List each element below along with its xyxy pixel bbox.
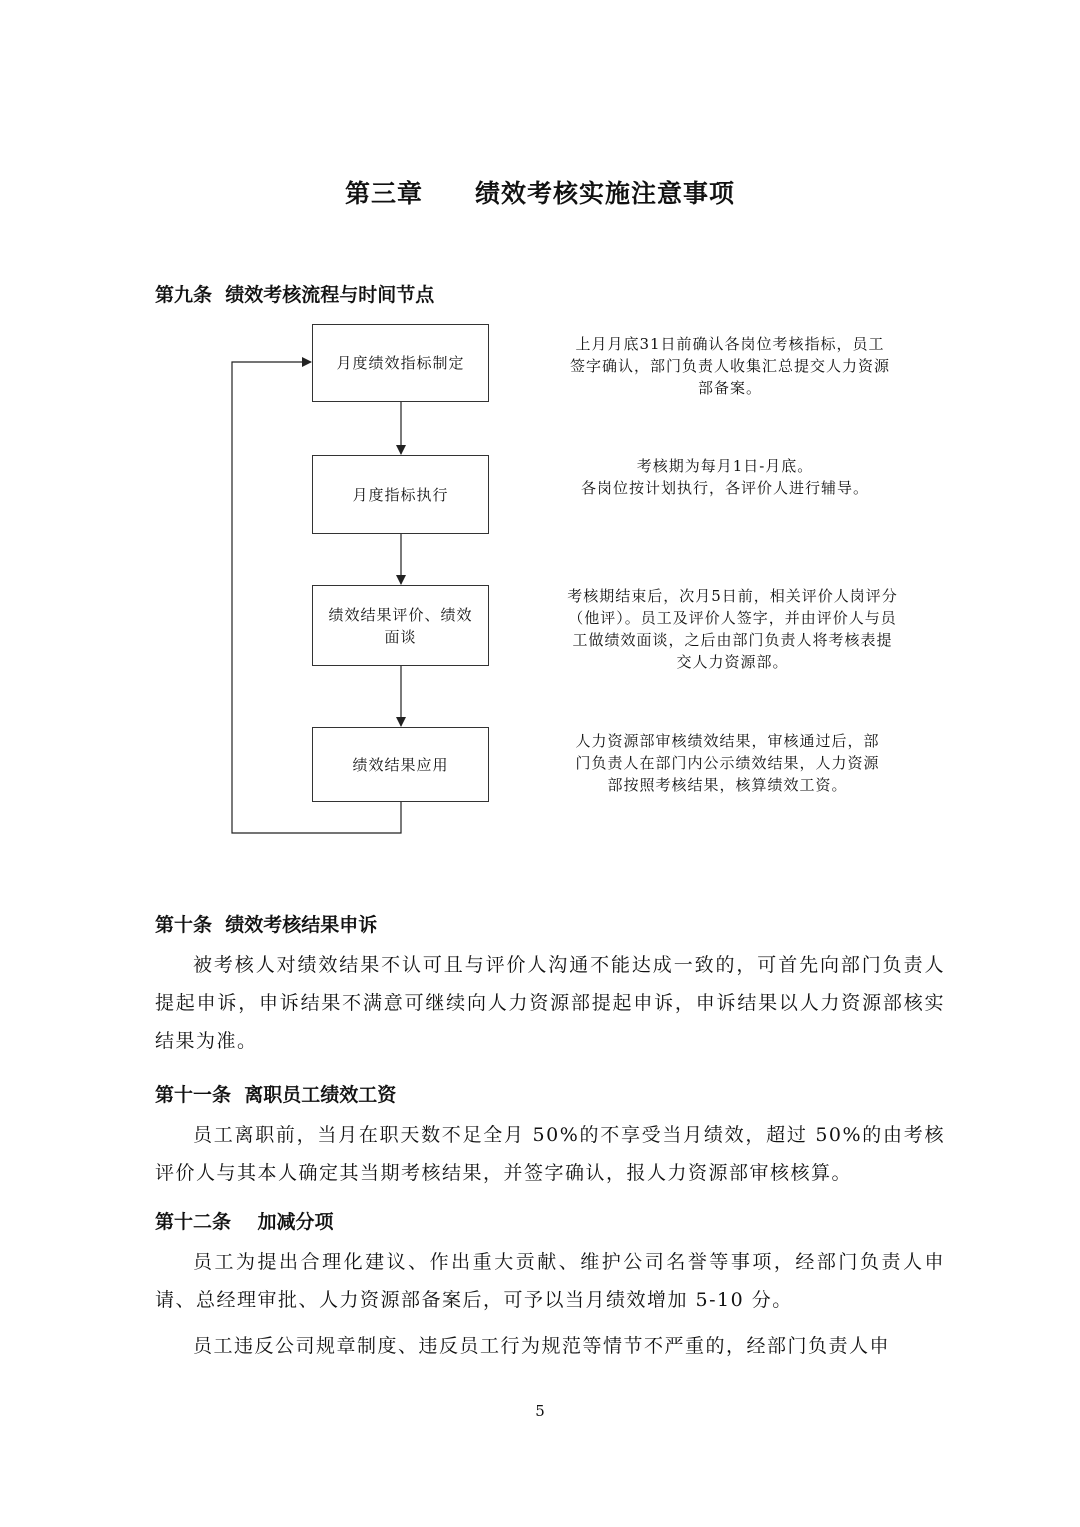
flow-note-4: 人力资源部审核绩效结果，审核通过后，部门负责人在部门内公示绩效结果，人力资源部按照考核结果，核算绩效工资。 [575,732,880,794]
article-12-body-1: 员工为提出合理化建议、作出重大贡献、维护公司名誉等事项，经部门负责人申请、总经理审批、人力资源部备案后，可予以当月绩效增加 5-10 分。 [155,1251,945,1311]
flow-step-2: 月度指标执行 [312,455,489,534]
article-11-heading: 第十一条 离职员工绩效工资 [155,1084,397,1106]
flow-note-1: 上月月底31日前确认各岗位考核指标，员工签字确认，部门负责人收集汇总提交人力资源部备案。 [570,335,891,397]
article-12-body-2: 员工违反公司规章制度、违反员工行为规范等情节不严重的，经部门负责人申 [193,1335,891,1357]
article-10-body: 被考核人对绩效结果不认可且与评价人沟通不能达成一致的，可首先向部门负责人提起申诉，申诉结果不满意可继续向人力资源部提起申诉，申诉结果以人力资源部核实结果为准。 [155,954,945,1052]
page-number: 5 [535,1402,545,1420]
article-10-heading: 第十条 绩效考核结果申诉 [155,914,378,936]
flow-step-4: 绩效结果应用 [312,727,489,802]
flow-step-3: 绩效结果评价、绩效面谈 [312,585,489,666]
article-11-body: 员工离职前，当月在职天数不足全月 50%的不享受当月绩效，超过 50%的由考核评价人与其本人确定其当期考核结果，并签字确认，报人力资源部审核核算。 [155,1124,945,1184]
article-9-heading: 第九条 绩效考核流程与时间节点 [155,284,435,306]
flow-step-1: 月度绩效指标制定 [312,324,489,402]
flow-note-3: 考核期结束后，次月5日前，相关评价人岗评分（他评）。员工及评价人签字，并由评价人与员工做绩效面谈，之后由部门负责人将考核表提交人力资源部。 [567,587,898,671]
chapter-title: 第三章 绩效考核实施注意事项 [344,179,735,208]
flow-note-2: 考核期为每月1日-月底。 各岗位按计划执行，各评价人进行辅导。 [580,457,869,497]
article-12-heading: 第十二条 加减分项 [155,1211,334,1233]
